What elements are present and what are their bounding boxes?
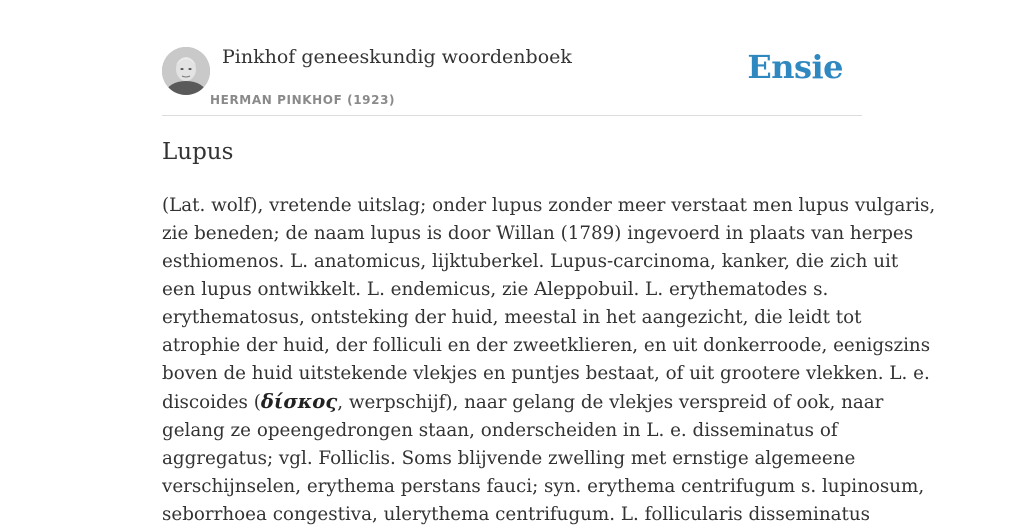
entry-line: atrophie der huid, der folliculi en der zweetklieren, en uit donkerroode, eenigszins — [162, 335, 931, 356]
greek-term: δίσκος — [260, 390, 338, 413]
entry-line: esthiomenos. L. anatomicus, lijktuberkel. Lupus-carcinoma, kanker, die zich uit — [162, 251, 899, 272]
entry-line: een lupus ontwikkelt. L. endemicus, zie Aleppobuil. L. erythematodes s. — [162, 279, 829, 300]
entry-line: erythematosus, ontsteking der huid, meestal in het aangezicht, die leidt tot — [162, 307, 862, 328]
author-name[interactable]: HERMAN PINKHOF (1923) — [210, 93, 396, 107]
entry-line: gelang ze opeengedrongen staan, onderscheiden in L. e. disseminatus of — [162, 420, 838, 441]
entry-line: aggregatus; vgl. Folliclis. Soms blijvende zwelling met ernstige algemeene — [162, 448, 856, 469]
entry-line: zie beneden; de naam lupus is door Willan (1789) ingevoerd in plaats van herpes — [162, 223, 914, 244]
entry-line: seborrhoea congestiva, ulerythema centrifugum. L. follicularis disseminatus — [162, 504, 870, 525]
entry-text: , werpschijf), naar gelang de vlekjes verspreid of ook, naar — [337, 392, 884, 413]
entry-line: (Lat. wolf), vretende uitslag; onder lupus zonder meer verstaat men lupus vulgaris, — [162, 195, 936, 216]
entry-body — [162, 192, 936, 529]
author-portrait-icon[interactable] — [162, 47, 210, 95]
book-title-link[interactable]: Pinkhof geneeskundig woordenboek — [222, 46, 572, 68]
entry-line: verschijnselen, erythema perstans fauci; syn. erythema centrifugum s. lupinosum, — [162, 476, 925, 497]
entry-title: Lupus — [162, 139, 234, 165]
site-header — [162, 44, 862, 116]
entry-text: discoides ( — [162, 392, 261, 413]
entry-line: boven de huid uitstekende vlekjes en puntjes bestaat, of uit grootere vlekken. L. e. — [162, 363, 930, 384]
ensie-logo[interactable]: Ensie — [747, 48, 843, 86]
entry-line — [162, 388, 884, 417]
